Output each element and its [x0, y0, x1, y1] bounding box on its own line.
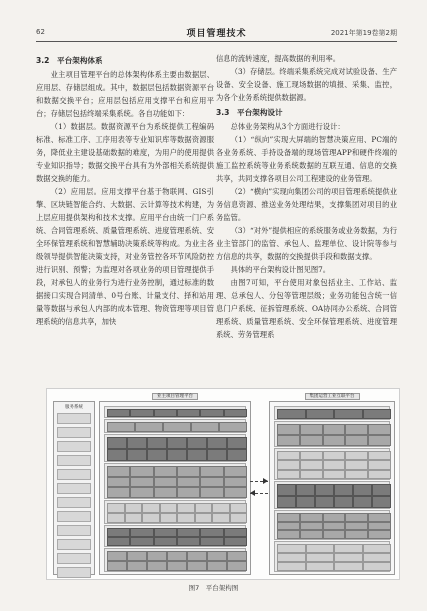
issue-info: 2021年第19卷第2期: [330, 29, 397, 37]
diagram-block: [177, 528, 200, 537]
diagram-block: [207, 437, 227, 449]
diagram-block: [227, 561, 247, 571]
header-rule: [36, 41, 397, 42]
diagram-block: [224, 487, 247, 498]
diagram-block: [363, 544, 392, 553]
diagram-block: [227, 437, 247, 449]
diagram-block: [142, 503, 160, 513]
left-column: [36, 52, 214, 328]
diagram-block: [224, 466, 247, 477]
diagram-block: [277, 530, 300, 539]
diagram-block: [107, 449, 127, 461]
diagram-block: [323, 513, 346, 522]
figure-sidebar: [53, 401, 95, 575]
paragraph: 具体的平台架构设计图见图7。: [230, 265, 331, 274]
diagram-layer: [274, 541, 390, 572]
diagram-layer: [274, 421, 390, 447]
diagram-block: [154, 537, 177, 546]
section-heading-3-2: 3.2 平台架构体系: [36, 56, 103, 65]
sidebar-block: [57, 441, 91, 452]
diagram-block: [323, 424, 346, 435]
diagram-block: [160, 503, 178, 513]
diagram-block: [315, 496, 334, 508]
diagram-block: [345, 424, 368, 435]
diagram-block: [167, 561, 187, 571]
paragraph: （3）存储层。终端采集系统完成对试验设备、生产设备、安全设备、施工现场数据的填报、采集、监控，为各个业务系统提供数据源。: [216, 67, 397, 102]
diagram-block: [277, 484, 296, 496]
diagram-block: [154, 477, 177, 488]
diagram-block: [163, 422, 191, 432]
diagram-layer: [274, 510, 390, 540]
diagram-block: [323, 470, 346, 479]
diagram-block: [200, 477, 223, 488]
diagram-block: [323, 460, 346, 469]
diagram-block: [368, 513, 391, 522]
diagram-block: [368, 424, 391, 435]
paragraph: 业主项目管理平台的总体架构体系主要由数据层、应用层、存储层组成。其中，数据层包括数据资源平台和数据交换平台；应用层包括应用支撑平台和应用平台；存储层包括终端采集系统。各自功能如下：: [36, 70, 214, 118]
diagram-layer: [104, 406, 246, 418]
sidebar-block: [57, 483, 91, 494]
diagram-layer: [104, 525, 246, 547]
diagram-block: [200, 487, 223, 498]
diagram-block: [306, 409, 335, 419]
diagram-layer: [274, 406, 390, 420]
diagram-block: [368, 451, 391, 460]
owner-platform-title: 业主项目管理平台: [152, 393, 198, 400]
paragraph: （1）数据层。数据资源平台为系统提供工程编码标准、标准工序、工序用表等专业知识库等数据资源服务，降低业主建设基础数据的难度，为用户的使用提供专业知识指导；数据交换平台具有为外部相关系统提供数据交换的能力。: [36, 122, 214, 183]
diagram-block: [130, 487, 153, 498]
diagram-block: [296, 484, 315, 496]
diagram-block: [191, 422, 219, 432]
diagram-block: [368, 522, 391, 531]
diagram-block: [300, 424, 323, 435]
arrow-left-icon: [250, 490, 255, 496]
diagram-block: [187, 561, 207, 571]
paragraph-continued: 信息的流转速度，提高数据的利用率。: [216, 54, 341, 63]
diagram-block: [177, 537, 200, 546]
sidebar-block: [57, 553, 91, 564]
paragraph: （2）“横向”实现向集团公司的项目管理系统提供业务信息资源、推送业务处理结果，支撑集团对项目的业务监管。: [216, 187, 397, 222]
diagram-block: [224, 528, 247, 537]
diagram-block: [187, 551, 207, 561]
diagram-block: [207, 449, 227, 461]
diagram-block: [130, 466, 153, 477]
sidebar-block: [57, 497, 91, 508]
diagram-block: [200, 409, 223, 417]
diagram-block: [345, 513, 368, 522]
diagram-block: [300, 522, 323, 531]
diagram-block: [212, 513, 230, 523]
sidebar-block: [57, 413, 91, 424]
diagram-block: [334, 544, 363, 553]
diagram-layer: [104, 500, 246, 524]
sidebar-title: 服务系统: [65, 405, 83, 410]
diagram-block: [130, 537, 153, 546]
diagram-block: [300, 451, 323, 460]
diagram-block: [107, 513, 125, 523]
page-number: 62: [36, 28, 45, 36]
diagram-block: [224, 537, 247, 546]
diagram-block: [200, 528, 223, 537]
diagram-block: [353, 496, 372, 508]
diagram-layer: [274, 448, 390, 480]
diagram-block: [107, 437, 127, 449]
diagram-block: [277, 424, 300, 435]
diagram-block: [277, 470, 300, 479]
diagram-layer: [104, 419, 246, 433]
diagram-block: [177, 477, 200, 488]
diagram-block: [345, 451, 368, 460]
sidebar-block: [57, 427, 91, 438]
diagram-block: [154, 466, 177, 477]
diagram-block: [277, 451, 300, 460]
diagram-block: [363, 562, 392, 571]
diagram-block: [125, 503, 143, 513]
paragraph: 总体业务架构从3个方面进行设计：: [230, 122, 345, 131]
diagram-block: [187, 449, 207, 461]
diagram-block: [345, 522, 368, 531]
diagram-block: [127, 551, 147, 561]
sidebar-block: [57, 539, 91, 550]
diagram-block: [154, 528, 177, 537]
diagram-block: [107, 466, 130, 477]
diagram-block: [277, 409, 306, 419]
right-column: [216, 52, 397, 341]
diagram-block: [177, 513, 195, 523]
diagram-block: [127, 437, 147, 449]
diagram-block: [177, 409, 200, 417]
diagram-block: [195, 513, 213, 523]
diagram-block: [107, 551, 127, 561]
diagram-block: [195, 503, 213, 513]
sidebar-block: [57, 469, 91, 480]
paragraph: 由图7可知，平台使用对象包括业主、工作站、监理、总承包人、分包等管理层级；业务功能包含统一信息门户系统、征拆管理系统、OA协同办公系统、合同管理系统、质量管理系统、安全环保管理系统、进度管理系统、劳务管理系: [216, 278, 397, 339]
diagram-block: [127, 449, 147, 461]
diagram-block: [345, 460, 368, 469]
diagram-block: [300, 435, 323, 446]
diagram-block: [277, 562, 306, 571]
diagram-block: [277, 553, 306, 562]
paragraph: （3）“对外”提供相应的系统服务或业务数据，为行业主管部门的监管、承包人、监理单位、设计院等参与方信息的共享，数据的交换提供手段和数据支撑。: [216, 226, 397, 261]
diagram-block: [277, 513, 300, 522]
group-platform-panel: [269, 394, 395, 575]
diagram-block: [107, 503, 125, 513]
diagram-block: [107, 477, 130, 488]
diagram-block: [147, 561, 167, 571]
diagram-layer: [104, 463, 246, 499]
diagram-block: [130, 528, 153, 537]
diagram-block: [107, 537, 130, 546]
diagram-block: [127, 561, 147, 571]
diagram-block: [107, 561, 127, 571]
diagram-block: [107, 528, 130, 537]
diagram-block: [160, 513, 178, 523]
diagram-block: [315, 484, 334, 496]
diagram-block: [363, 553, 392, 562]
diagram-block: [107, 487, 130, 498]
diagram-block: [277, 435, 300, 446]
sidebar-block: [57, 567, 91, 578]
diagram-block: [207, 551, 227, 561]
diagram-block: [154, 487, 177, 498]
sidebar-block: [57, 525, 91, 536]
arrow-right-icon: [263, 478, 268, 484]
diagram-block: [130, 409, 153, 417]
sidebar-block: [57, 455, 91, 466]
page-header: [36, 26, 397, 40]
diagram-block: [323, 530, 346, 539]
diagram-block: [277, 460, 300, 469]
diagram-block: [177, 487, 200, 498]
diagram-block: [323, 522, 346, 531]
diagram-block: [167, 551, 187, 561]
diagram-block: [147, 437, 167, 449]
diagram-block: [334, 496, 353, 508]
diagram-block: [345, 530, 368, 539]
diagram-block: [224, 409, 247, 417]
diagram-block: [277, 522, 300, 531]
diagram-block: [147, 551, 167, 561]
diagram-block: [219, 422, 247, 432]
diagram-block: [227, 449, 247, 461]
section-heading-3-3: 3.3 平台架构设计: [216, 108, 283, 117]
diagram-block: [334, 562, 363, 571]
diagram-block: [107, 409, 130, 417]
owner-platform-panel: [99, 394, 251, 575]
diagram-block: [230, 513, 248, 523]
diagram-block: [187, 437, 207, 449]
diagram-block: [323, 451, 346, 460]
diagram-block: [167, 437, 187, 449]
figure-caption: 图7 平台架构图: [188, 584, 239, 592]
diagram-block: [368, 435, 391, 446]
diagram-block: [200, 537, 223, 546]
diagram-block: [300, 530, 323, 539]
diagram-block: [368, 470, 391, 479]
diagram-block: [372, 496, 391, 508]
diagram-block: [277, 544, 306, 553]
diagram-block: [300, 470, 323, 479]
paragraph: （1）“纵向”实现大屏端的智慧决策应用、PC端的各业务系统、手持设备端的现场管理APP和硬件终端的施工监控系统等业务系统数据的互联互通、信息的交换共享，共同支撑各项目公司工程建设的业务管理。: [216, 135, 397, 183]
diagram-block: [107, 422, 135, 432]
diagram-block: [207, 561, 227, 571]
diagram-block: [306, 544, 335, 553]
sidebar-block: [57, 511, 91, 522]
diagram-block: [372, 484, 391, 496]
diagram-block: [368, 530, 391, 539]
diagram-block: [296, 496, 315, 508]
group-platform-title: 集团运营工业互联平台: [305, 393, 360, 400]
diagram-block: [167, 449, 187, 461]
diagram-block: [363, 409, 392, 419]
diagram-block: [227, 551, 247, 561]
diagram-block: [323, 435, 346, 446]
diagram-block: [300, 513, 323, 522]
diagram-block: [334, 553, 363, 562]
paragraph: （2）应用层。应用支撑平台基于物联网、GIS引擎、区块链智能合约、大数据、云计算等技术构建，为上层应用提供架构和技术支撑。应用平台由统一门户系统、合同管理系统、质量管理系统、进度管理系统、安全环保管理系统和智慧辅助决策系统等构成。为业主各级领导提供智能决策支持，对业务管控各环节风险防控进行识别、预警；为监理对各项业务的项目管理提供手段，对承包人的业务行为进行业务控制，通过标准的数据接口实现合同清单、0号台账、计量支付、择和站用量等数据与承包人内部的成本管理、物资管理等项目管理系统的信息共享，加快: [36, 187, 214, 326]
diagram-block: [353, 484, 372, 496]
diagram-block: [177, 503, 195, 513]
diagram-block: [345, 470, 368, 479]
diagram-block: [345, 435, 368, 446]
diagram-block: [142, 513, 160, 523]
diagram-block: [177, 466, 200, 477]
architecture-figure: [46, 388, 400, 580]
diagram-block: [334, 409, 363, 419]
diagram-block: [135, 422, 163, 432]
diagram-block: [212, 503, 230, 513]
diagram-block: [334, 484, 353, 496]
diagram-layer: [104, 434, 246, 462]
diagram-block: [306, 562, 335, 571]
diagram-block: [368, 460, 391, 469]
diagram-block: [130, 477, 153, 488]
diagram-block: [154, 409, 177, 417]
diagram-block: [306, 553, 335, 562]
diagram-block: [224, 477, 247, 488]
diagram-block: [230, 503, 248, 513]
diagram-block: [125, 513, 143, 523]
diagram-block: [300, 460, 323, 469]
diagram-block: [277, 496, 296, 508]
diagram-block: [200, 466, 223, 477]
diagram-layer: [274, 481, 390, 509]
diagram-layer: [104, 548, 246, 572]
journal-title: 项目管理技术: [186, 29, 247, 39]
diagram-block: [147, 449, 167, 461]
